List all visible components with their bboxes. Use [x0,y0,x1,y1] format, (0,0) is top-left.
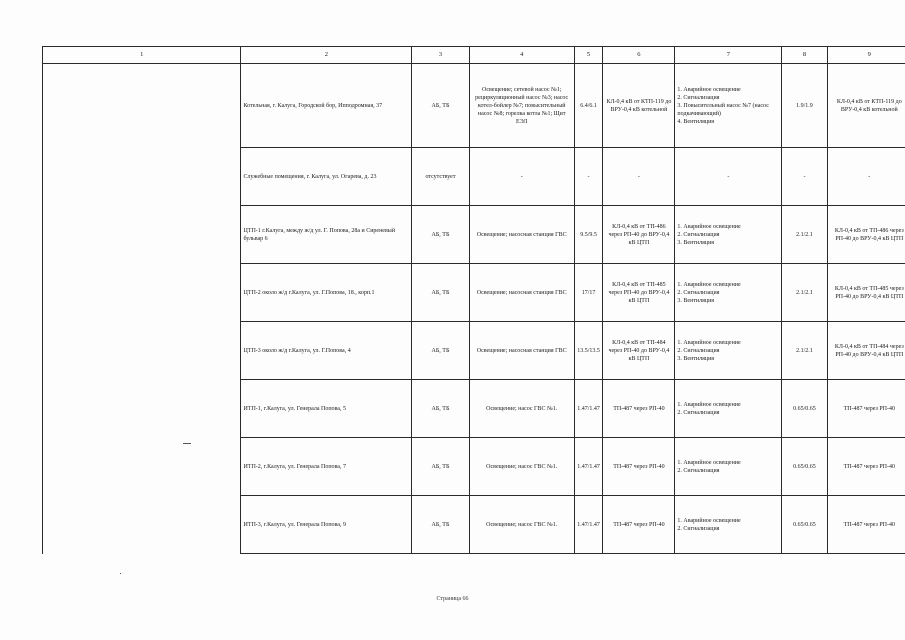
equipment-table [42,46,905,554]
cell-c7 [675,148,782,206]
list-item: 1. Аварийное освещение [677,223,741,230]
cell-c7 [675,64,782,148]
cell-c3: отсутствует [412,148,470,206]
cell-c5: - [574,148,603,206]
cell-c9: КЛ-0,4 кВ от ТП-485 через РП-40 до ВРУ-0,4 кВ ЦТП [827,264,905,322]
cell-c4: Освещение; насосная станция ГВС [469,264,574,322]
cell-c9: КЛ-0,4 кВ от ТП-486 через РП-40 до ВРУ-0,4 кВ ЦТП [827,206,905,264]
list-item: 2. Сигнализация [677,231,720,238]
list-item: 2. Сигнализация [677,525,720,532]
cell-c2: Котельная, г. Калуга, Городской бор, Ипподромная, 37 [241,64,412,148]
cell-c5: 9.5/9.5 [574,206,603,264]
cell-c4: - [469,148,574,206]
list-item: 2. Сигнализация [677,94,720,101]
list-item: 1. Аварийное освещение [677,86,741,93]
column-1-cell [43,64,241,554]
cell-c9: КЛ-0,4 кВ от ТП-484 через РП-40 до ВРУ-0,4 кВ ЦТП [827,322,905,380]
list-item: 1. Аварийное освещение [677,339,741,346]
header-cell: 5 [574,47,603,64]
list-item: 2. Сигнализация [677,409,720,416]
cell-c4: Освещение; насос ГВС №1. [469,380,574,438]
list-item: 1. Аварийное освещение [677,459,741,466]
cell-c7 [675,322,782,380]
cell-c5: 1.47/1.47 [574,496,603,554]
cell-c6: ТП-487 через РП-40 [603,438,675,496]
cell-c8: 0.65/0.65 [782,496,827,554]
cell-c9: ТП-487 через РП-40 [827,438,905,496]
cell-c4: Освещение; насос ГВС №1. [469,438,574,496]
cell-c6: - [603,148,675,206]
cell-c5: 1.47/1.47 [574,438,603,496]
cell-c7 [675,380,782,438]
cell-c2: Служебные помещения, г. Калуга, ул. Огарева, д. 23 [241,148,412,206]
cell-c8: - [782,148,827,206]
header-cell: 3 [412,47,470,64]
list-item: - [727,173,730,180]
cell-c7 [675,496,782,554]
cell-c3: АБ, ТБ [412,496,470,554]
cell-c6: ТП-487 через РП-40 [603,380,675,438]
list-item: 1. Аварийное освещение [677,281,741,288]
cell-c5: 13.5/13.5 [574,322,603,380]
header-cell: 6 [603,47,675,64]
cell-c9: - [827,148,905,206]
list-item: 1. Аварийное освещение [677,517,741,524]
cell-c2: ЦТП-1 г.Калуга, между ж/д ул. Г. Попова, 28а и Сиреневый бульвар 6 [241,206,412,264]
scan-speck [183,443,191,444]
cell-c4: Освещение; насосная станция ГВС [469,322,574,380]
header-cell: 8 [782,47,827,64]
cell-c7 [675,206,782,264]
cell-c7 [675,264,782,322]
cell-c3: АБ, ТБ [412,64,470,148]
cell-c4: Освещение; сетевой насос №1; рециркуляционный насос №3; насос котел-бойлер №7; повысительный насос №8; горелка котла №1; Щит ЕЭЛ [469,64,574,148]
header-cell: 4 [469,47,574,64]
cell-c6: ТП-487 через РП-40 [603,496,675,554]
cell-c3: АБ, ТБ [412,380,470,438]
table-body [43,64,905,554]
scan-speck [120,573,121,574]
cell-c5: 6.4/6.1 [574,64,603,148]
list-item: 2. Сигнализация [677,289,720,296]
cell-c8: 1.9/1.9 [782,64,827,148]
cell-c6: КЛ-0,4 кВ от ТП-484 через РП-40 до ВРУ-0,4 кВ ЦТП [603,322,675,380]
cell-c9: ТП-487 через РП-40 [827,496,905,554]
cell-c6: КЛ-0,4 кВ от ТП-485 через РП-40 до ВРУ-0,4 кВ ЦТП [603,264,675,322]
cell-c2: ИТП-3, г.Калуга, ул. Генерала Попова, 9 [241,496,412,554]
page-number: Страница 66 [436,596,469,602]
list-item: 2. Сигнализация [677,347,720,354]
list-item: 1. Аварийное освещение [677,401,741,408]
list-item: 3. Вентиляция [677,239,715,246]
cell-c9: ТП-487 через РП-40 [827,380,905,438]
cell-c4: Освещение; насос ГВС №1. [469,496,574,554]
header-cell: 1 [43,47,241,64]
cell-c3: АБ, ТБ [412,264,470,322]
table-row [43,64,905,148]
cell-c3: АБ, ТБ [412,322,470,380]
cell-c8: 2.1/2.1 [782,322,827,380]
cell-c6: КЛ-0,4 кВ от ТП-486 через РП-40 до ВРУ-0,4 кВ ЦТП [603,206,675,264]
cell-c3: АБ, ТБ [412,206,470,264]
list-item: 3. Вентиляция [677,297,715,304]
cell-c8: 2.1/2.1 [782,206,827,264]
cell-c2: ЦТП-3 около ж/д г.Калуга, ул. Г.Попова, 4 [241,322,412,380]
list-item: 4. Вентиляция [677,118,715,125]
cell-c2: ИТП-2, г.Калуга, ул. Генерала Попова, 7 [241,438,412,496]
cell-c5: 1.47/1.47 [574,380,603,438]
cell-c8: 0.65/0.65 [782,380,827,438]
cell-c2: ЦТП-2 около ж/д г.Калуга, ул. Г.Попова, 18., корп.1 [241,264,412,322]
cell-c5: 17/17 [574,264,603,322]
cell-c8: 0.65/0.65 [782,438,827,496]
header-cell: 7 [675,47,782,64]
list-item: 3. Повысительный насос №7 (насос подкачивающий) [677,102,769,117]
header-cell: 2 [241,47,412,64]
cell-c8: 2.1/2.1 [782,264,827,322]
cell-c6: КЛ-0,4 кВ от КТП-119 до ВРУ-0,4 кВ котельной [603,64,675,148]
cell-c2: ИТП-1, г.Калуга, ул. Генерала Попова, 5 [241,380,412,438]
list-item: 3. Вентиляция [677,355,715,362]
cell-c4: Освещение; насосная станция ГВС [469,206,574,264]
list-item: 2. Сигнализация [677,467,720,474]
cell-c3: АБ, ТБ [412,438,470,496]
cell-c9: КЛ-0,4 кВ от КТП-119 до ВРУ-0,4 кВ котельной [827,64,905,148]
cell-c7 [675,438,782,496]
header-cell: 9 [827,47,905,64]
header-row [43,47,905,64]
